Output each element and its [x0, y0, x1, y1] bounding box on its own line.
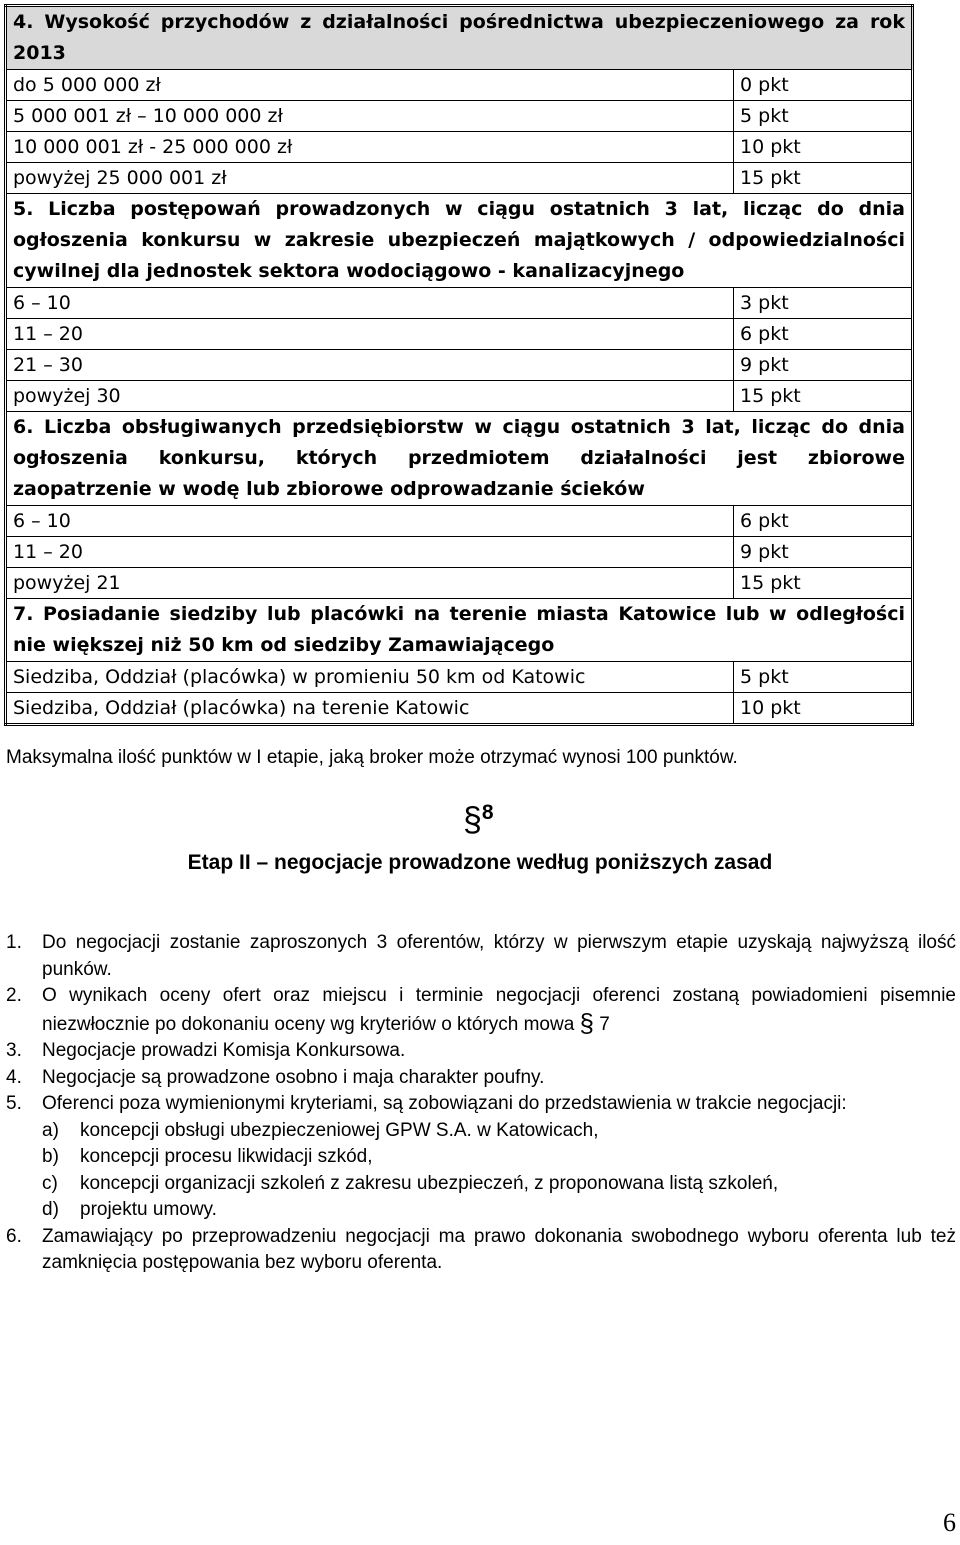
criterion-range: 10 000 001 zł - 25 000 000 zł: [6, 132, 734, 163]
criterion-row: [6, 132, 913, 163]
criterion-row: [6, 693, 913, 725]
criterion-header-row: [6, 599, 913, 662]
rule-subitem-letter: a): [42, 1119, 59, 1141]
rule-item: [6, 1065, 956, 1092]
criterion-row: [6, 537, 913, 568]
rule-text: Do negocjacji zostanie zaproszonych 3 oferentów, którzy w pierwszym etapie uzyskają najwyższą ilość punków.: [42, 932, 956, 980]
page-number: 6: [943, 1508, 956, 1537]
rule-number: 6.: [6, 1225, 22, 1247]
rule-text-tail: 7: [594, 1013, 610, 1035]
criterion-title: 6. Liczba obsługiwanych przedsiębiorstw w ciągu ostatnich 3 lat, licząc do dnia ogłoszenia konkursu, których przedmiotem działalności jest zbiorowe zaopatrzenie w wodę lub zbiorowe odprowadzanie ścieków: [6, 412, 913, 506]
criterion-points: 3 pkt: [734, 288, 913, 319]
criterion-range: 11 – 20: [6, 319, 734, 350]
criterion-row: [6, 163, 913, 194]
rule-subitem-letter: b): [42, 1146, 59, 1167]
criterion-row: [6, 662, 913, 693]
rule-text: Negocjacje są prowadzone osobno i maja charakter poufny.: [42, 1066, 545, 1088]
rule-number: 2.: [6, 985, 22, 1006]
rule-subitem: [42, 1171, 956, 1198]
rule-item: [6, 983, 956, 1038]
criterion-range: 6 – 10: [6, 506, 734, 537]
rule-item: [6, 1038, 956, 1065]
criterion-range: 6 – 10: [6, 288, 734, 319]
rule-subitem: [42, 1118, 956, 1145]
rule-subitem-text: projektu umowy.: [80, 1199, 217, 1220]
criterion-points: 0 pkt: [734, 70, 913, 101]
rule-number: 5.: [6, 1093, 22, 1114]
negotiation-rules-list: [6, 930, 956, 1277]
section-number: 8: [481, 801, 494, 824]
rule-sublist: [42, 1118, 956, 1224]
rule-number: 3.: [6, 1040, 22, 1061]
rule-subitem-text: koncepcji procesu likwidacji szkód,: [80, 1146, 373, 1167]
rule-item: [6, 1091, 956, 1224]
rule-text: Negocjacje prowadzi Komisja Konkursowa.: [42, 1040, 406, 1061]
rule-subitem-letter: c): [42, 1172, 58, 1194]
criterion-points: 6 pkt: [734, 319, 913, 350]
criteria-table-body: [6, 6, 913, 725]
criterion-points: 15 pkt: [734, 568, 913, 599]
criterion-points: 9 pkt: [734, 350, 913, 381]
rule-subitem: [42, 1197, 956, 1224]
rule-text: Oferenci poza wymienionymi kryteriami, są zobowiązani do przedstawienia w trakcie negocjacji:: [42, 1093, 847, 1114]
rule-number: 1.: [6, 932, 22, 953]
rule-number: 4.: [6, 1066, 22, 1088]
rule-text: Zamawiający po przeprowadzeniu negocjacji ma prawo dokonania swobodnego wyboru oferenta lub też zamknięcia postępowania bez wyboru oferenta.: [42, 1225, 956, 1273]
criterion-range: 21 – 30: [6, 350, 734, 381]
criterion-range: powyżej 25 000 001 zł: [6, 163, 734, 194]
criterion-title: 5. Liczba postępowań prowadzonych w ciągu ostatnich 3 lat, licząc do dnia ogłoszenia konkursu w zakresie ubezpieczeń majątkowych / odpowiedzialności cywilnej dla jednostek sektora wodociągowo - kanalizacyjnego: [6, 194, 913, 288]
rule-item: [6, 930, 956, 983]
max-points-summary: Maksymalna ilość punktów w I etapie, jaką broker może otrzymać wynosi 100 punktów.: [6, 747, 738, 768]
criterion-row: [6, 506, 913, 537]
criterion-points: 6 pkt: [734, 506, 913, 537]
criterion-points: 5 pkt: [734, 662, 913, 693]
criterion-points: 10 pkt: [734, 132, 913, 163]
criterion-row: [6, 350, 913, 381]
criterion-row: [6, 288, 913, 319]
rule-item: [6, 1224, 956, 1277]
criterion-range: 11 – 20: [6, 537, 734, 568]
criterion-row: [6, 319, 913, 350]
rule-subitem: [42, 1144, 956, 1171]
criterion-row: [6, 70, 913, 101]
criterion-range: Siedziba, Oddział (placówka) w promieniu 50 km od Katowic: [6, 662, 734, 693]
section-marker: [463, 793, 494, 841]
criterion-points: 5 pkt: [734, 101, 913, 132]
stage-heading: Etap II – negocjacje prowadzone według poniższych zasad: [187, 851, 773, 874]
criterion-range: Siedziba, Oddział (placówka) na terenie Katowic: [6, 693, 734, 725]
rule-subitem-text: koncepcji organizacji szkoleń z zakresu ubezpieczeń, z proponowana listą szkoleń,: [80, 1172, 779, 1194]
criterion-title: 7. Posiadanie siedziby lub placówki na terenie miasta Katowice lub w odległości nie większej niż 50 km od siedziby Zamawiającego: [6, 599, 913, 662]
criterion-points: 15 pkt: [734, 163, 913, 194]
criterion-range: powyżej 30: [6, 381, 734, 412]
rule-subitem-text: koncepcji obsługi ubezpieczeniowej GPW S.A. w Katowicach,: [80, 1119, 599, 1141]
criterion-header-row: [6, 412, 913, 506]
criterion-range: powyżej 21: [6, 568, 734, 599]
criterion-row: [6, 101, 913, 132]
section-symbol: §: [463, 801, 482, 839]
section-symbol-inline: §: [579, 1007, 595, 1038]
criterion-range: do 5 000 000 zł: [6, 70, 734, 101]
criterion-points: 9 pkt: [734, 537, 913, 568]
criterion-range: 5 000 001 zł – 10 000 000 zł: [6, 101, 734, 132]
criterion-points: 10 pkt: [734, 693, 913, 725]
criteria-table: [4, 4, 914, 726]
criterion-header-row: [6, 6, 913, 70]
rule-text: O wynikach oceny ofert oraz miejscu i terminie negocjacji oferenci zostaną powiadomieni pisemnie niezwłocznie po dokonaniu oceny wg kryteriów o których mowa: [42, 985, 956, 1035]
criterion-row: [6, 381, 913, 412]
rule-subitem-letter: d): [42, 1199, 59, 1220]
criterion-points: 15 pkt: [734, 381, 913, 412]
criterion-title: 4. Wysokość przychodów z działalności pośrednictwa ubezpieczeniowego za rok 2013: [6, 6, 913, 70]
criterion-header-row: [6, 194, 913, 288]
criterion-row: [6, 568, 913, 599]
